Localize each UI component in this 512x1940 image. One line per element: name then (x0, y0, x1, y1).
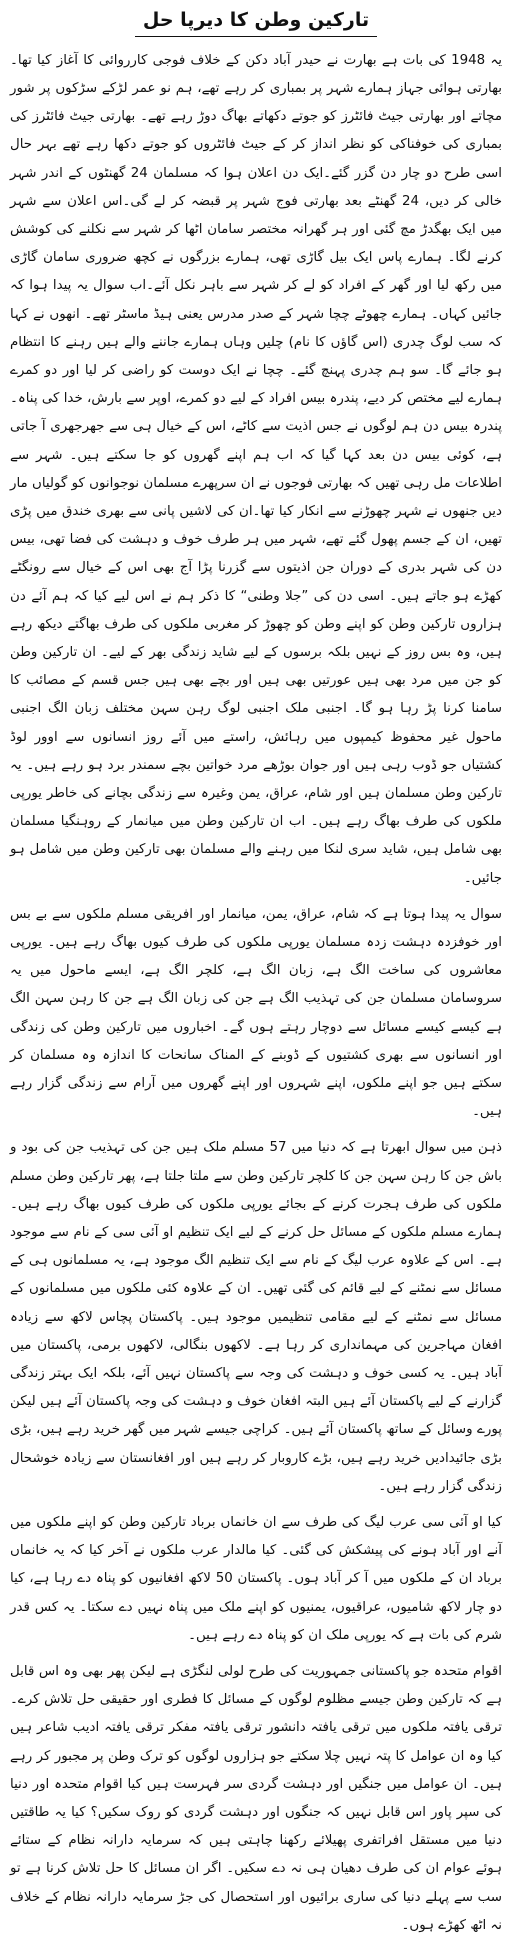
article-paragraph-2: سوال یہ پیدا ہوتا ہے کہ شام، عراق، یمن، میانمار اور افریقی مسلم ملکوں سے بے بس اور خوفزدہ دہشت زدہ مسلمان یورپی ملکوں کی طرف کیوں بھاگ رہے ہیں۔ یورپی معاشروں کی ساخت الگ ہے، زبان الگ ہے، کلچر الگ ہے، ایسے ماحول میں یہ سروسامان مسلمان جن کی تہذیب الگ ہے جن کی زبان الگ ہے جن کا رہن سہن الگ ہے کیسے کیسے مسائل سے دوچار رہتے ہوں گے۔ اخباروں میں تارکین وطن کی زندگی اور انسانوں سے بھری کشتیوں کے ڈوبنے کے المناک سانحات کا اندازہ وہ مسلمان کر سکتے ہیں جو اپنے ملکوں، اپنے شہروں اور اپنے گھروں میں آرام سے زندگی گزار رہے ہیں۔ (10, 906, 502, 1120)
headline-container (10, 8, 502, 37)
article-paragraph-1: یہ 1948 کی بات ہے بھارت نے حیدر آباد دکن کے خلاف فوجی کارروائی کا آغاز کیا تھا۔ بھارتی ہوائی جہاز ہمارے شہر پر بمباری کر رہے تھے، ہم نو عمر لڑکے سڑکوں پر شور مچاتے اور بھارتی جیٹ فائٹرز کو جوتے دکھاتے بھاگ دوڑ رہے تھے۔ بھارتی جیٹ فائٹرز کی بمباری کی خوفناکی کو نظر انداز کر کے جیٹ فائٹروں کو جوتے دکھا رہے تھے بہر حال اسی طرح دو چار دن گزر گئے۔ایک دن اعلان ہوا کہ مسلمان 24 گھنٹوں کے اندر شہر خالی کر دیں، 24 گھنٹے بعد بھارتی فوج شہر پر قبضہ کر لے گی۔اس اعلان سے شہر میں ایک بھگدڑ مچ گئی اور ہر گھرانہ مختصر سامان اٹھا کر شہر سے نکلنے کی کوشش کرنے لگا۔ ہمارے پاس ایک بیل گاڑی تھی، ہمارے بزرگوں نے کچھ ضروری سامان گاڑی میں رکھ لیا اور گھر کے افراد کو لے کر شہر سے باہر نکل آئے۔اب سوال یہ پیدا ہوا کہ جائیں کہاں۔ ہمارے چھوٹے چچا شہر کے صدر مدرس یعنی ہیڈ ماسٹر تھے۔ انھوں نے کہا کہ سب لوگ چدری (اس گاؤں کا نام) چلیں وہاں ہمارے جاننے والے ہیں رہنے کا انتظام ہو جائے گا۔ سو ہم چدری پہنچ گئے۔ چچا نے ایک دوست کو راضی کر لیا اور دو کمرے ہمارے لیے مختص کر دیے، پندرہ بیس افراد کے لیے دو کمرے، اوپر سے بارش، خدا کی پناہ۔ پندرہ بیس دن ہم لوگوں نے جس اذیت سے کاٹے، اس کے خیال ہی سے جھرجھری آ جاتی ہے، کوئی بیس دن بعد کہا گیا کہ اب ہم اپنے گھروں کو جا سکتے ہیں۔ شہر سے اطلاعات مل رہی تھیں کہ بھارتی فوجوں نے ان سرپھرے مسلمان نوجوانوں کو گولیاں مار دیں جنھوں نے شہر چھوڑنے سے انکار کیا تھا۔ان کی لاشیں پانی سے بھری خندق میں پڑی تھیں، ان کے جسم پھول گئے تھے، شہر میں ہر طرف خوف و دہشت کی فضا تھی، بیس دن کی شہر بدری کے دوران جن اذیتوں سے گزرنا پڑا آج بھی اس کے خیال سے رونگٹے کھڑے ہو جاتے ہیں۔ اسی دن کی ”جلا وطنی“ کا ذکر ہم نے اس لیے کیا کہ ہم آئے دن ہزاروں تارکین وطن کو اپنے وطن کو چھوڑ کر مغربی ملکوں کی طرف بھاگتے دیکھ رہے ہیں، وہ بس روز کے نہیں بلکہ برسوں کے لیے شاید زندگی بھر کے لیے۔ ان تارکین وطن کو جن میں مرد بھی ہیں عورتیں بھی ہیں اور بچے بھی ہیں جس قسم کے مصائب کا سامنا کرنا پڑ رہا ہو گا۔ اجنبی ملک اجنبی لوگ رہن سہن مختلف زبان الگ اجنبی ماحول غیر محفوظ کیمپوں میں رہائش، راستے میں آئے روز انسانوں سے اوور لوڈ کشتیاں جو ڈوب رہی ہیں اور جوان بوڑھے مرد خواتین بچے سمندر برد ہو رہے ہیں۔ یہ تارکین وطن مسلمان ہیں اور شام، عراق، یمن وغیرہ سے زندگی بچانے کی خاطر یورپی ملکوں کی طرف بھاگ رہے ہیں۔ اب ان تارکین وطن میں میانمار کے روہنگیا مسلمان بھی شامل ہیں، شاید سری لنکا میں رہنے والے مسلمان بھی تارکین وطن میں شامل ہو جائیں۔ (10, 52, 503, 886)
article-paragraph-4: کیا او آئی سی عرب لیگ کی طرف سے ان خانماں برباد تارکین وطن کو اپنے ملکوں میں آنے اور آباد ہونے کی پیشکش کی گئی۔ کیا مالدار عرب ملکوں نے آخر کیا کہ یہ خانماں برباد ان کے ملکوں میں آ کر آباد ہوں۔ پاکستان 50 لاکھ افغانیوں کو پناہ دے رہا ہے، کیا دو چار لاکھ شامیوں، عراقیوں، یمنیوں کو اپنے ملک میں پناہ نہیں دے سکتا۔ یہ کس قدر شرم کی بات ہے کہ یورپی ملک ان کو پناہ دے رہے ہیں۔ (10, 1515, 502, 1643)
article-paragraph-5: اقوام متحدہ جو پاکستانی جمہوریت کی طرح لولی لنگڑی ہے لیکن پھر بھی وہ اس قابل ہے کہ تارکین وطن جیسے مظلوم لوگوں کے مسائل کا فطری اور حقیقی حل تلاش کرے۔ ترقی یافتہ ملکوں میں ترقی یافتہ دانشور ترقی یافتہ مفکر ترقی یافتہ ادیب شاعر ہیں کیا وہ ان عوامل کا پتہ نہیں چلا سکتے جو ہزاروں لوگوں کو ترک وطن پر مجبور کر رہے ہیں۔ ان عوامل میں جنگیں اور دہشت گردی سر فہرست ہیں کیا اقوام متحدہ اور دنیا کی سپر پاور اس قابل نہیں کہ جنگوں اور دہشت گردی کو روک سکیں؟ کیا یہ طاقتیں دنیا میں مستقل افراتفری پھیلائے رکھنا چاہتی ہیں کہ سرمایہ دارانہ نظام کے ستائے ہوئے عوام ان کی طرف دھیان ہی نہ دے سکیں۔ اگر ان مسائل کا حل تلاش کرنا ہے تو سب سے پہلے دنیا کی ساری برائیوں اور استحصال کی جڑ سرمایہ دارانہ نظام کے خلاف نہ اٹھ کھڑے ہوں۔ (10, 1664, 502, 1933)
article-paragraph-3: ذہن میں سوال ابھرتا ہے کہ دنیا میں 57 مسلم ملک ہیں جن کی تہذیب جن کی بود و باش جن کا رہن سہن جن کا کلچر تارکین وطن سے ملتا جلتا ہے، پھر تارکین وطن مسلم ملکوں کی طرف ہجرت کرنے کے بجائے یورپی ملکوں کی طرف کیوں بھاگ رہے ہیں۔ ہمارے مسلم ملکوں کے مسائل حل کرنے کے لیے ایک تنظیم او آئی سی کے نام سے موجود ہے۔ اس کے علاوہ عرب لیگ کے نام سے ایک تنظیم الگ موجود ہے، یہ مسلمانوں ہی کے مسائل سے نمٹنے کے لیے قائم کی گئی تھیں۔ ان کے علاوہ کئی ملکوں میں مسلمانوں کے مسائل سے نمٹنے کے لیے مقامی تنظیمیں موجود ہیں۔ پاکستان پچاس لاکھ سے زیادہ افغان مہاجرین کی مہمانداری کر رہا ہے۔ لاکھوں بنگالی، لاکھوں برمی، پاکستان میں آباد ہیں۔ یہ کسی خوف و دہشت کی وجہ سے پاکستان نہیں آئے، بلکہ ایک بہتر زندگی گزارنے کے لیے پاکستان آئے ہیں البتہ افغان خوف و دہشت کی وجہ پاکستان آئے ہیں لیکن پورے وسائل کے ساتھ پاکستان آئے ہیں۔ کراچی جیسے شہر میں گھر خرید رہے ہیں، بڑی بڑی جائیدادیں خرید رہے ہیں، بڑے کاروبار کر رہے ہیں اور افغانستان سے زیادہ خوشحال زندگی گزار رہے ہیں۔ (10, 1140, 503, 1494)
article-headline: تارکین وطن کا دیرپا حل (135, 8, 377, 37)
